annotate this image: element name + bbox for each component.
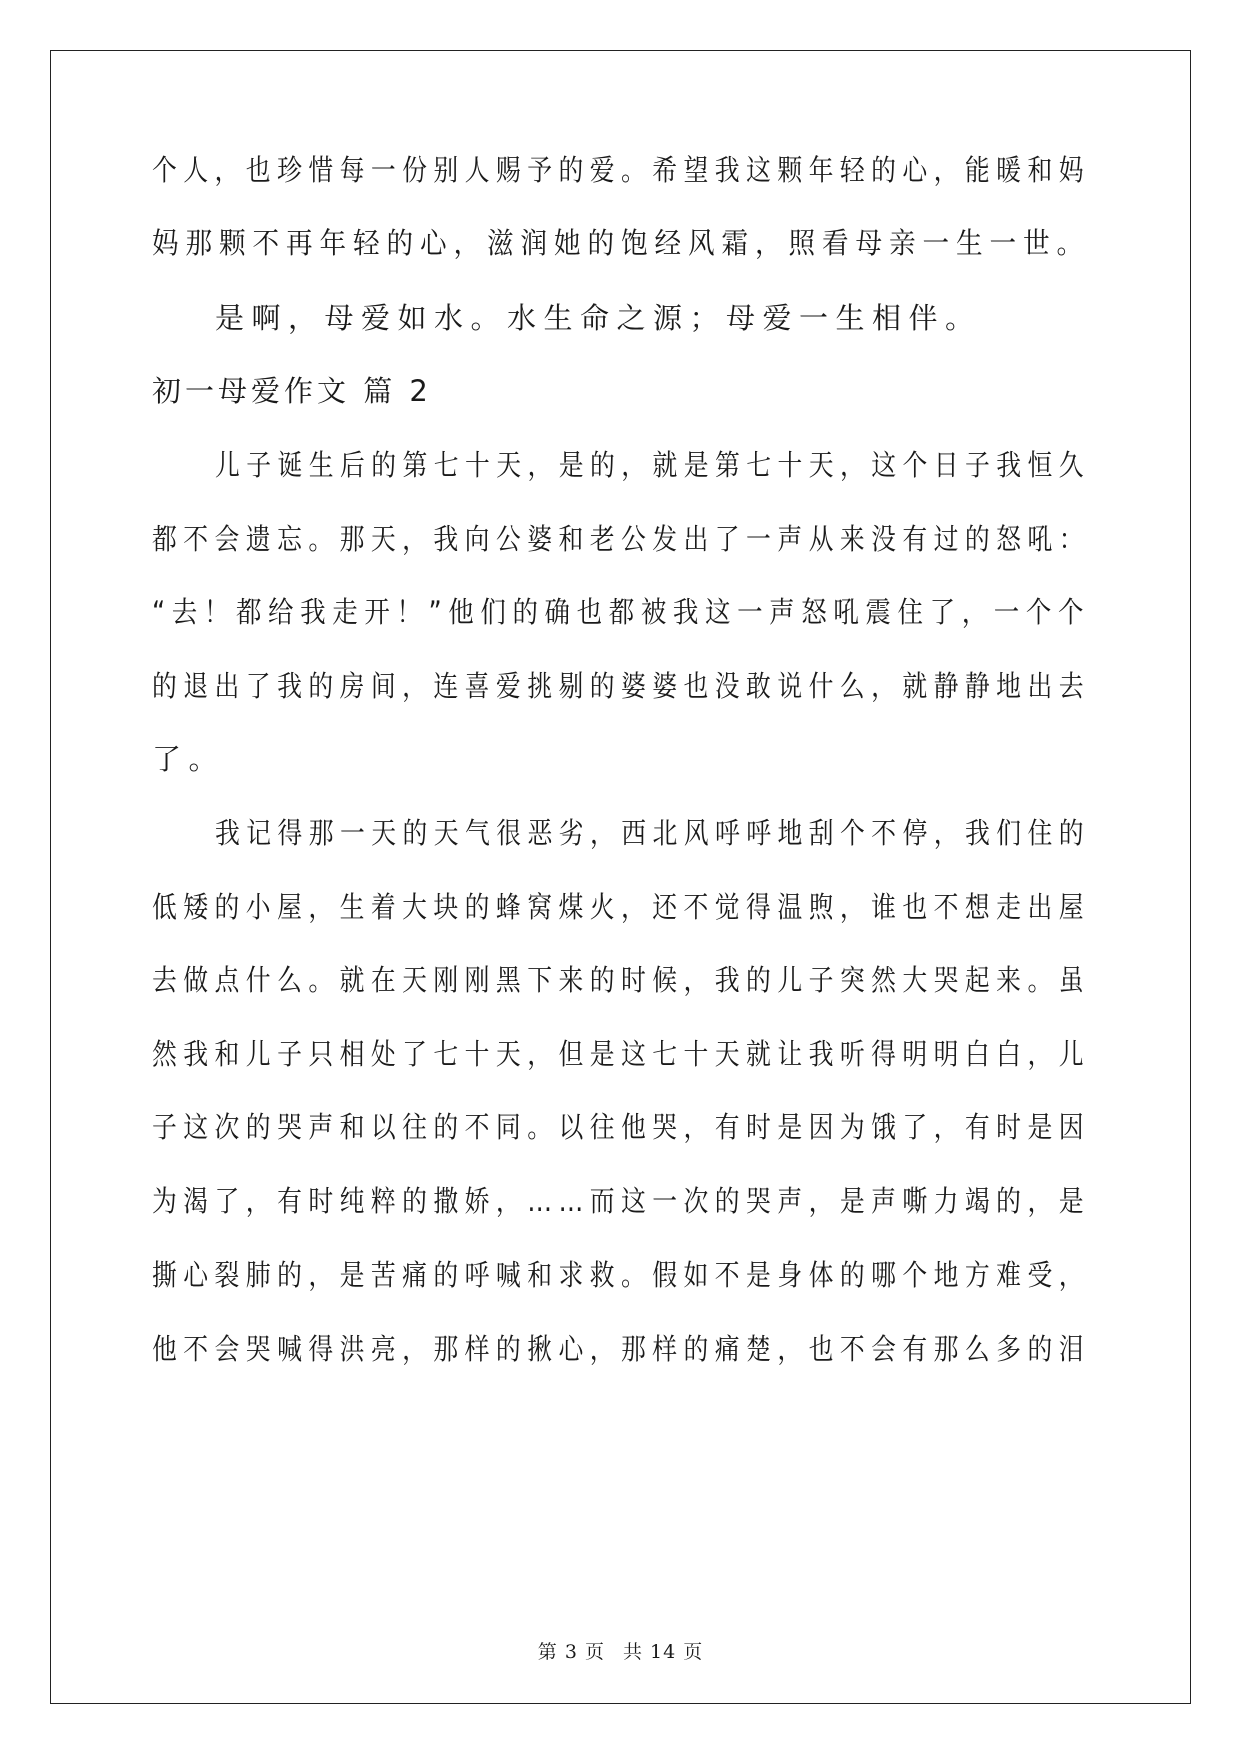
text-line-16: 他不会哭喊得洪亮，那样的揪心，那样的痛楚，也不会有那么多的泪 <box>152 1332 1090 1366</box>
page-total: 共 14 页 <box>622 1641 704 1663</box>
text-line-2: 妈那颗不再年轻的心，滋润她的饱经风霜，照看母亲一生一世。 <box>152 226 1091 260</box>
text-line-14: 为渴了，有时纯粹的撒娇，……而这一次的哭声，是声嘶力竭的，是 <box>152 1184 1090 1218</box>
text-line-10: 低矮的小屋，生着大块的蜂窝煤火，还不觉得温煦，谁也不想走出屋 <box>152 890 1090 924</box>
text-line-3: 是啊，母爱如水。水生命之源；母爱一生相伴。 <box>215 301 982 335</box>
text-line-12: 然我和儿子只相处了七十天，但是这七十天就让我听得明明白白，儿 <box>152 1037 1090 1071</box>
text-line-9: 我记得那一天的天气很恶劣，西北风呼呼地刮个不停，我们住的 <box>215 816 1091 850</box>
page-number: 第 3 页 <box>537 1641 605 1663</box>
text-line-6: “去！都给我走开！”他们的确也都被我这一声怒吼震住了，一个个 <box>152 595 1091 629</box>
text-line-4: 儿子诞生后的第七十天，是的，就是第七十天，这个日子我恒久 <box>215 448 1091 482</box>
section-heading: 初一母爱作文 篇 2 <box>152 374 432 408</box>
text-line-7: 的退出了我的房间，连喜爱挑剔的婆婆也没敢说什么，就静静地出去 <box>152 669 1090 703</box>
text-line-15: 撕心裂肺的，是苦痛的呼喊和求救。假如不是身体的哪个地方难受， <box>152 1258 1090 1292</box>
text-line-5: 都不会遗忘。那天，我向公婆和老公发出了一声从来没有过的怒吼： <box>152 522 1090 556</box>
text-line-8: 了。 <box>152 742 226 776</box>
text-line-1: 个人，也珍惜每一份别人赐予的爱。希望我这颗年轻的心，能暖和妈 <box>152 153 1090 187</box>
page-footer <box>0 1637 1241 1664</box>
text-line-11: 去做点什么。就在天刚刚黑下来的时候，我的儿子突然大哭起来。虽 <box>152 963 1090 997</box>
page-border <box>50 50 1191 1704</box>
text-line-13: 子这次的哭声和以往的不同。以往他哭，有时是因为饿了，有时是因 <box>152 1110 1090 1144</box>
